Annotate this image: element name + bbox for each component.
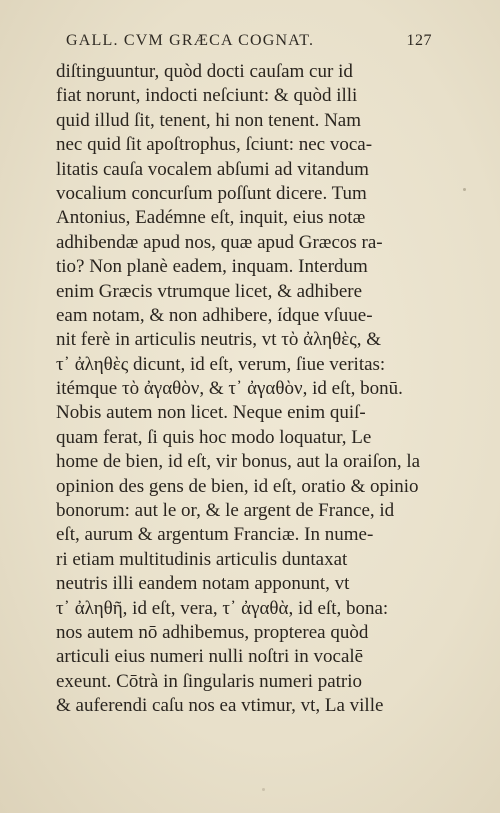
text-line: Nobis autem non licet. Neque enim quiſ- [56,402,366,424]
text-line: nit ferè in articulis neutris, vt τὸ ἀληθὲς, & [56,329,382,351]
text-line: nos autem nō adhibemus, propterea quòd [56,621,369,643]
text-line: quam ferat, ſi quis hoc modo loquatur, Le [56,426,372,448]
text-line: Antonius, Eadémne eſt, inquit, eius notæ [56,207,366,229]
text-line: tio? Non planè eadem, inquam. Interdum [56,256,368,278]
paper-fleck [262,788,265,791]
body-text [56,60,438,719]
text-line: eam notam, & non adhibere, ídque vſuue- [56,304,373,326]
text-line: & auferendi caſu nos ea vtimur, vt, La ville [56,695,384,717]
running-head-title: GALL. CVM GRÆCA COGNAT. [66,32,315,49]
text-line: vocalium concurſum poſſunt dicere. Tum [56,182,367,204]
text-line: itémque τὸ ἀγαθὸν, & τ᾽ ἀγαθὸν, id eſt, bonū. [56,378,403,400]
text-line: quid illud ſit, tenent, hi non tenent. Nam [56,109,362,131]
text-line: enim Græcis vtrumque licet, & adhibere [56,280,363,302]
running-head [66,32,432,54]
text-line: litatis cauſa vocalem abſumi ad vitandum [56,158,369,180]
text-line: τ᾽ ἀληθὲς dicunt, id eſt, verum, ſiue veritas: [56,353,386,375]
text-line: opinion des gens de bien, id eſt, oratio & opinio [56,475,419,497]
text-line: adhibendæ apud nos, quæ apud Græcos ra- [56,231,383,253]
text-line: diſtinguuntur, quòd docti cauſam cur id [56,61,353,82]
text-line: exeunt. Cōtrà in ſingularis numeri patrio [56,670,363,692]
text-line: τ᾽ ἀληθῆ, id eſt, vera, τ᾽ ἀγαθὰ, id eſt, bona: [56,597,389,619]
page-number: 127 [406,32,432,49]
text-line: home de bien, id eſt, vir bonus, aut la oraiſon, la [56,451,421,473]
paper-fleck [463,188,466,191]
text-line: ri etiam multitudinis articulis duntaxat [56,548,348,570]
text-line: articuli eius numeri nulli noſtri in vocalē [56,646,364,668]
text-line: nec quid ſit apoſtrophus, ſciunt: nec voca- [56,134,373,156]
text-line: eſt, aurum & argentum Franciæ. In nume- [56,524,374,546]
text-line: fiat norunt, indocti neſciunt: & quòd illi [56,85,358,107]
text-line: neutris illi eandem notam apponunt, vt [56,573,350,595]
text-line: bonorum: aut le or, & le argent de France, id [56,500,395,522]
